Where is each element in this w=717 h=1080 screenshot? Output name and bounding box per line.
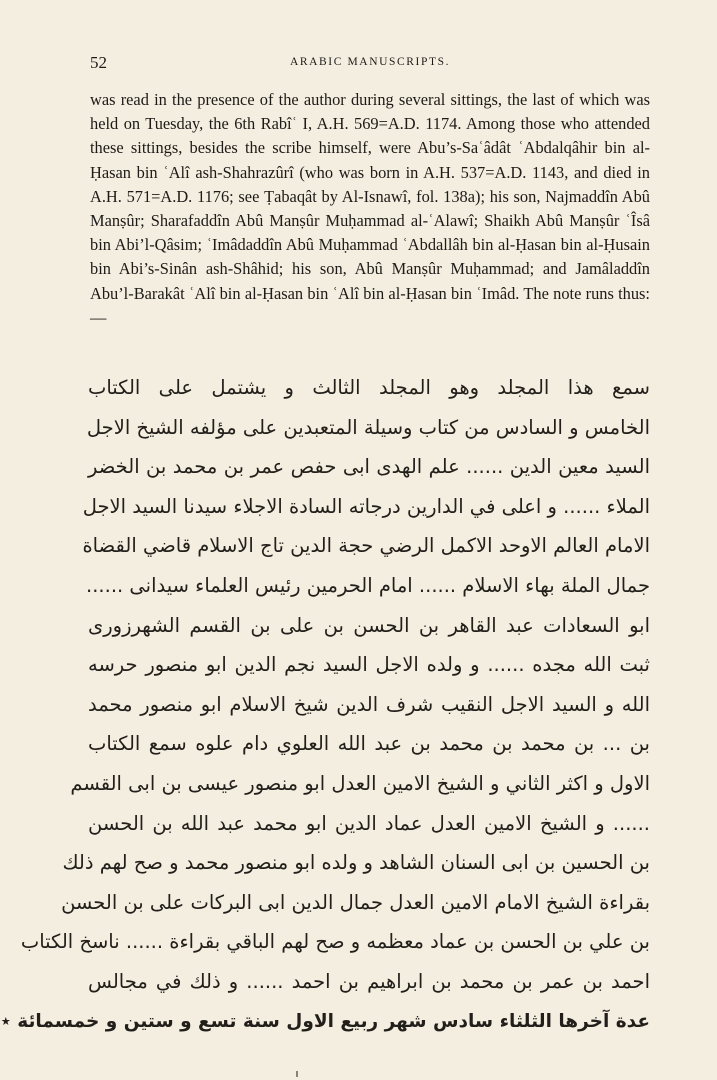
arabic-line: الخامس و السادس من كتاب وسيلة المتعبدين على مؤلفه الشيخ الاجل: [86, 415, 650, 439]
arabic-line: بن الحسين بن ابى السنان الشاهد و ولده ابو منصور محمد و صح لهم ذلك: [62, 851, 650, 875]
english-body: [90, 88, 650, 330]
page-number: 52: [90, 53, 107, 72]
arabic-line: الملاء ...... و اعلى في الدارين درجاته السادة الاجلاء سيدنا السيد الاجل: [82, 494, 650, 518]
arabic-line: بن ... بن محمد بن محمد بن عبد الله العلوي دام علوه سمع الكتاب: [88, 732, 650, 756]
arabic-note: [0, 368, 650, 1041]
arabic-line: ابو السعادات عبد القاهر بن الحسن بن على بن القسم الشهرزورى: [88, 613, 650, 637]
page-header: [90, 53, 650, 77]
arabic-line: الله و السيد الاجل النقيب شرف الدين شيخ الاسلام ابو منصور محمد: [88, 692, 650, 716]
arabic-line: بن علي بن الحسن بن عماد معظمه و صح لهم الباقي بقراءة ...... ناسخ الكتاب: [20, 930, 650, 954]
arabic-line: احمد بن عمر بن محمد بن ابراهيم بن احمد ...... و ذلك في مجالس: [88, 969, 650, 993]
arabic-line: ثبت الله مجده ...... و ولده الاجل السيد نجم الدين ابو منصور حرسه: [88, 653, 650, 677]
arabic-line: سمع هذا المجلد وهو المجلد الثالث و يشتمل على الكتاب: [88, 376, 650, 399]
arabic-line: الاول و اكثر الثاني و الشيخ الامين العدل ابو منصور عيسى بن ابى القسم: [70, 771, 650, 795]
arabic-line: بقراءة الشيخ الامام الامين العدل جمال الدين ابى البركات على بن الحسن: [61, 890, 650, 914]
running-title: ARABIC MANUSCRIPTS.: [289, 56, 451, 68]
arabic-line: عدة آخرها الثلثاء سادس شهر ربيع الاول سنة تسع و ستين و خمسمائة ٭: [0, 1010, 650, 1032]
arabic-line: ...... و الشيخ الامين العدل عماد الدين ابو محمد عبد الله بن الحسن: [88, 811, 650, 835]
english-paragraph: was read in the presence of the author during several sittings, the last of which was held on Tuesday, the 6th Rabîʿ I, A.H. 569=A.D. 1174. Among those who attended these sittings, besides the scribe himself, were Abu’s-Saʿâdât ʿAbdalqâhir bin al-Ḥasan bin ʿAlî ash-Shahrazûrî (who was born in A.H. 537=A.D. 1143, and died in A.H. 571=A.D. 1176; see Ṭabaqât by Al-Isnawî, fol. 138a); his son, Najmaddîn Abû Manṣûr; Sharafaddîn Abû Manṣûr Muḥammad al-ʿAlawî; Shaikh Abû Manṣûr ʿÎsâ bin Abi’l-Qâsim; ʿImâdaddîn Abû Muḥammad ʿAbdallâh bin al-Ḥasan bin al-Ḥusain bin Abi’s-Sinân ash-Shâhid; his son, Abû Manṣûr Muḥammad; and Jamâladdîn Abu’l-Barakât ʿAlî bin al-Ḥasan bin ʿAlî bin al-Ḥasan bin ʿImâd. The note runs thus:—: [90, 90, 650, 327]
arabic-line: السيد معين الدين ...... علم الهدى ابى حفص عمر بن محمد بن الخضر: [88, 455, 650, 479]
arabic-line: الامام العالم الاوحد الاكمل الرضي حجة الدين تاج الاسلام قاضي القضاة: [82, 534, 650, 558]
arabic-line: جمال الملة بهاء الاسلام ...... امام الحرمين رئيس العلماء سيدانى ......: [86, 573, 650, 597]
margin-mark: [296, 1071, 298, 1077]
